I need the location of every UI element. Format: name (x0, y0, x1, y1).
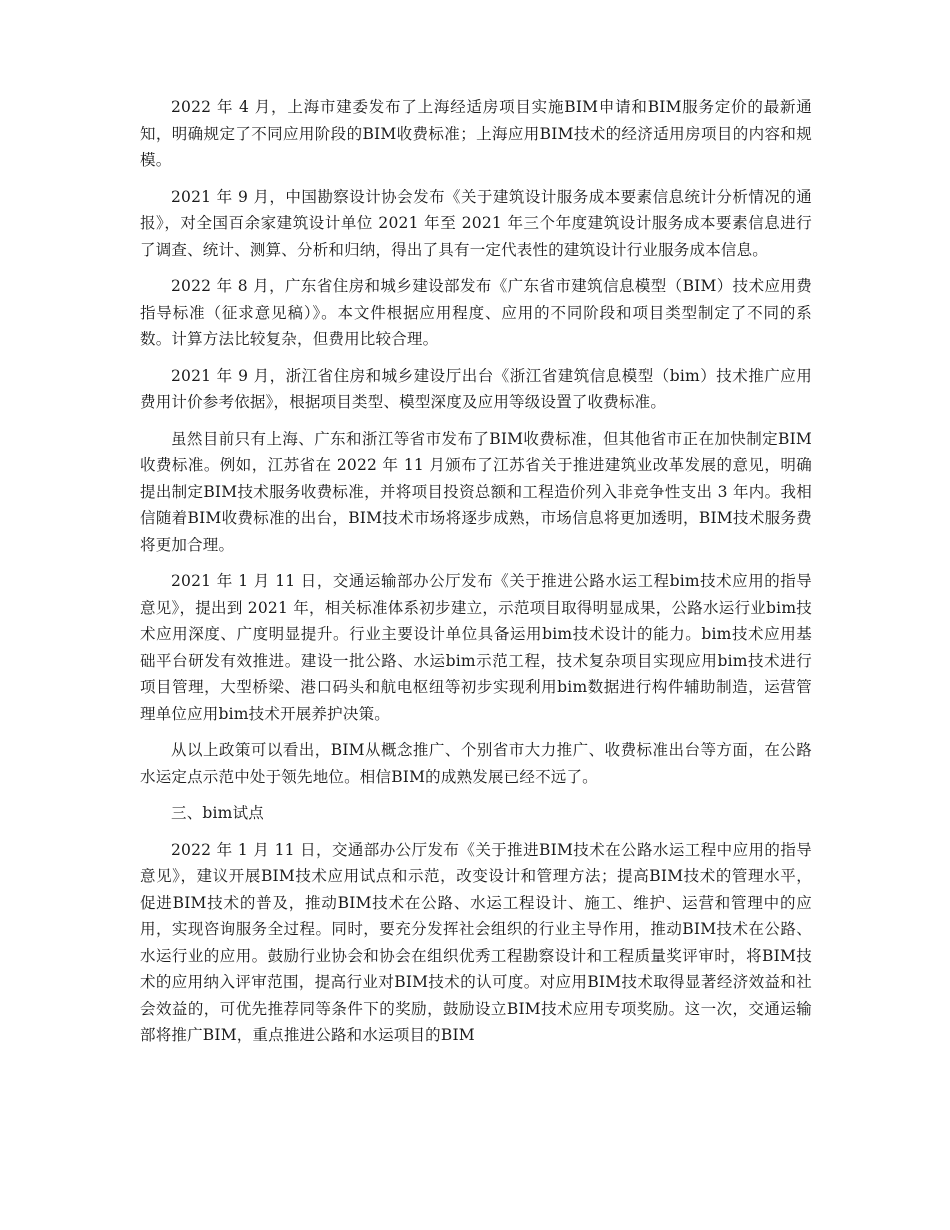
paragraph-shanghai-bim-fee: 2022 年 4 月，上海市建委发布了上海经适房项目实施BIM申请和BIM服务定价的最新通知，明确规定了不同应用阶段的BIM收费标准；上海应用BIM技术的经济适用房项目的内容和规模。 (140, 98, 812, 169)
paragraph-policy-summary: 从以上政策可以看出，BIM从概念推广、个别省市大力推广、收费标准出台等方面，在公路水运定点示范中处于领先地位。相信BIM的成熟发展已经不远了。 (140, 741, 812, 786)
paragraph-bim-pilot-guidance: 2022 年 1 月 11 日，交通部办公厅发布《关于推进BIM技术在公路水运工程中应用的指导意见》，建议开展BIM技术应用试点和示范，改变设计和管理方法；提高BIM技术的管理水平，促进BIM技术的普及，推动BIM技术在公路、水运工程设计、施工、维护、运营和管理中的应用，实现咨询服务全过程。同时，要充分发挥社会组织的行业主导作用，推动BIM技术在公路、水运行业的应用。鼓励行业协会和协会在组织优秀工程勘察设计和工程质量奖评审时，将BIM技术的应用纳入评审范围，提高行业对BIM技术的认可度。对应用BIM技术取得显著经济效益和社会效益的，可优先推荐同等条件下的奖励，鼓励设立BIM技术应用专项奖励。这一次，交通运输部将推广BIM，重点推进公路和水运项目的BIM (140, 840, 812, 1044)
document-body (140, 94, 812, 1059)
paragraph-zhejiang-bim-fee: 2021 年 9 月，浙江省住房和城乡建设厅出台《浙江省建筑信息模型（bim）技术推广应用费用计价参考依据》，根据项目类型、模型深度及应用等级设置了收费标准。 (140, 366, 812, 411)
paragraph-design-cost-report: 2021 年 9 月，中国勘察设计协会发布《关于建筑设计服务成本要素信息统计分析情况的通报》，对全国百余家建筑设计单位 2021 年至 2021 年三个年度建筑设计服务成本要素信息进行了调查、统计、测算、分析和归纳，得出了具有一定代表性的建筑设计行业服务成本信息。 (140, 187, 812, 259)
paragraph-transport-ministry-guidance: 2021 年 1 月 11 日，交通运输部办公厅发布《关于推进公路水运工程bim技术应用的指导意见》，提出到 2021 年，相关标准体系初步建立，示范项目取得明显成果，公路水运行业bim技术应用深度、广度明显提升。行业主要设计单位具备运用bim技术设计的能力。bim技术应用基础平台研发有效推进。建设一批公路、水运bim示范工程，技术复杂项目实现应用bim技术进行项目管理，大型桥梁、港口码头和航电枢纽等初步实现利用bim数据进行构件辅助制造，运营管理单位应用bim技术开展养护决策。 (140, 572, 812, 723)
section-heading-bim-pilot: 三、bim试点 (171, 804, 264, 822)
paragraph-other-provinces: 虽然目前只有上海、广东和浙江等省市发布了BIM收费标准，但其他省市正在加快制定BIM收费标准。例如，江苏省在 2022 年 11 月颁布了江苏省关于推进建筑业改革发展的意见，明确提出制定BIM技术服务收费标准，并将项目投资总额和工程造价列入非竞争性支出 3 年内。我相信随着BIM收费标准的出台，BIM技术市场将逐步成熟，市场信息将更加透明，BIM技术服务费将更加合理。 (140, 429, 812, 554)
paragraph-guangdong-bim-fee: 2022 年 8 月，广东省住房和城乡建设部发布《广东省市建筑信息模型（BIM）技术应用费指导标准（征求意见稿）》。本文件根据应用程度、应用的不同阶段和项目类型制定了不同的系数。计算方法比较复杂，但费用比较合理。 (140, 277, 812, 348)
